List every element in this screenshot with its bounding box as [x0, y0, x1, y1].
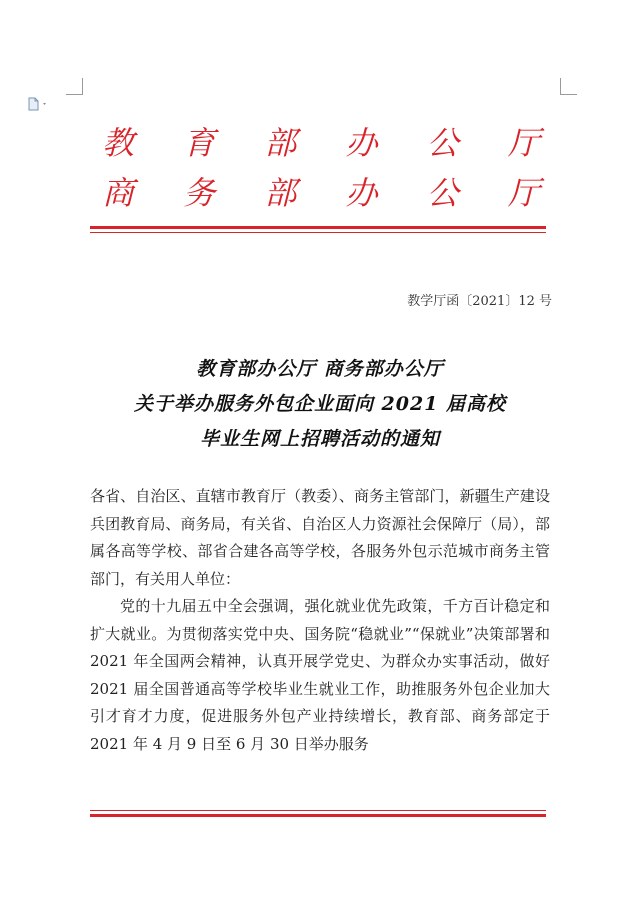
footer-rule-thin [90, 810, 546, 811]
header-issuer-education [98, 118, 546, 164]
footer-rule-thick [90, 814, 546, 817]
header-char: 办 [345, 124, 380, 162]
document-icon[interactable] [28, 97, 50, 111]
header-char: 厅 [507, 174, 542, 212]
crop-mark-top-left [66, 78, 83, 95]
header-char: 公 [426, 174, 461, 212]
header-char: 商 [101, 174, 136, 212]
header-char: 厅 [507, 124, 542, 162]
title-line-1: 教育部办公厅 商务部办公厅 [196, 358, 444, 380]
document-number: 教学厅函〔2021〕12 号 [407, 294, 552, 309]
header-rule-thin [90, 232, 546, 233]
header-issuer-commerce [98, 168, 546, 214]
document-body [90, 483, 550, 758]
addressee-paragraph: 各省、自治区、直辖市教育厅（教委）、商务主管部门，新疆生产建设兵团教育局、商务局，有关省、自治区人力资源社会保障厅（局），部属各高等学校、部省合建各高等学校，各服务外包示范城市商务主管部门，有关用人单位： [90, 487, 550, 588]
header-char: 办 [345, 174, 380, 212]
header-char: 公 [426, 124, 461, 162]
crop-mark-top-right [560, 78, 577, 95]
body-paragraph-1: 党的十九届五中全会强调，强化就业优先政策，千方百计稳定和扩大就业。为贯彻落实党中央、国务院“稳就业”“保就业”决策部署和 2021 年全国两会精神，认真开展学党史、为群众办实事活动，做好 2021 届全国普通高等学校毕业生就业工作，助推服务外包企业加大引才育才力度，促进服务外包产业持续增长，教育部、商务部定于 2021 年 4 月 9 日至 6 月 30 日举办服务 [90, 597, 550, 753]
title-line-2: 关于举办服务外包企业面向 2021 届高校 [133, 393, 507, 415]
header-rule-thick [90, 226, 546, 229]
title-line-3: 毕业生网上招聘活动的通知 [199, 428, 440, 450]
header-char: 教 [101, 124, 136, 162]
header-char: 务 [183, 174, 218, 212]
header-char: 育 [183, 124, 218, 162]
header-char: 部 [264, 174, 299, 212]
header-char: 部 [264, 124, 299, 162]
